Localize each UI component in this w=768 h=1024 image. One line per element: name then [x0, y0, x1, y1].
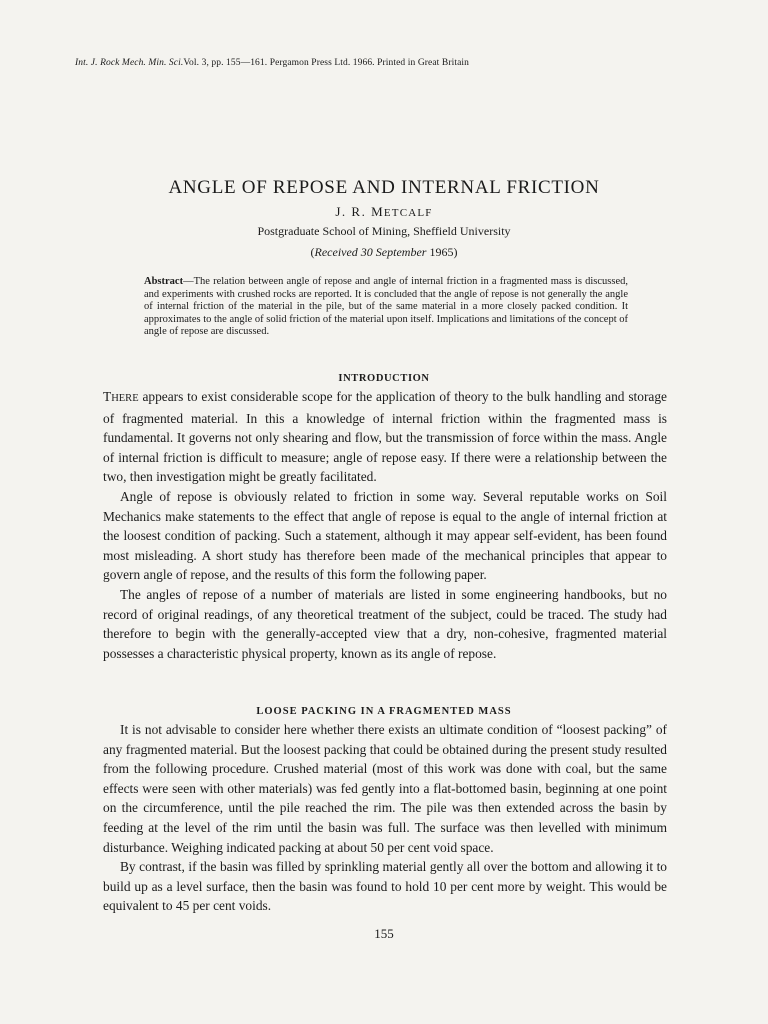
- author-affiliation: Postgraduate School of Mining, Sheffield University: [257, 224, 511, 238]
- paragraph: The angles of repose of a number of materials are listed in some engineering handbooks, but no record of original readings, of any theoretical treatment of the subject, could be traced. The study had therefore to begin with the generally-accepted view that a dry, non-cohesive, fragmented material possesses a characteristic physical property, known as its angle of repose.: [103, 586, 667, 661]
- abstract-text: —The relation between angle of repose and angle of internal friction in a fragmented mass is discussed, and experiments with crushed rocks are reported. It is concluded that the angle of repose is not generally the angle of internal friction of the material in the pile, but of the same material in a more closely packed condition. It approximates to the angle of solid friction of the material upon itself. Implications and limitations of the concept of angle of repose are discussed.: [144, 276, 628, 337]
- paragraph: By contrast, if the basin was filled by sprinkling material gently all over the bottom and allowing it to build up as a level surface, then the basin was found to hold 10 per cent more by weight. This would be equivalent to 45 per cent voids.: [103, 859, 667, 914]
- paragraph: It is not advisable to consider here whether there exists an ultimate condition of “loosest packing” of any fragmented material. But the loosest packing that could be obtained during the present study resulted from the following procedure. Crushed material (most of this work was done with coal, but the same effects were seen with other materials) was fed gently into a flat-bottomed basin, beginning at one point on the circumference, until the pile reached the rim. The pile was then extended across the basin by feeding at the level of the rim until the basin was full. The surface was then levelled with minimum disturbance. Weighing indicated packing at about 50 per cent void space.: [103, 722, 667, 855]
- received-open: (: [310, 245, 315, 259]
- paragraph: Angle of repose is obviously related to friction in some way. Several reputable works on Soil Mechanics make statements to the effect that angle of repose is equal to the angle of internal friction at the loosest condition of packing. Such a statement, although it may appear self-evident, has been found most misleading. A short study has therefore been made of the mechanical principles that appear to govern angle of repose, and the results of this form the following paper.: [103, 488, 667, 583]
- received-text: Received 30 September: [314, 245, 427, 259]
- page-number: 155: [374, 926, 394, 941]
- received-date: [0, 245, 768, 260]
- journal-reference: [75, 58, 715, 68]
- section-heading-introduction: INTRODUCTION: [338, 373, 430, 384]
- abstract-label: Abstract: [144, 276, 184, 287]
- journal-details: Vol. 3, pp. 155—161. Pergamon Press Ltd. 1966. Printed in Great Britain: [183, 58, 469, 68]
- author-surname: [371, 204, 433, 219]
- section-heading-loose-packing: LOOSE PACKING IN A FRAGMENTED MASS: [256, 706, 512, 717]
- author-line: [0, 204, 768, 220]
- lead-word: THERE: [103, 389, 139, 404]
- paragraph-text: appears to exist considerable scope for the application of theory to the bulk handling and storage of fragmented material. In this a knowledge of internal friction within the fragmented mass is fundamental. It governs not only shearing and flow, but the transmission of force within the mass. Angle of internal friction is difficult to measure; angle of repose easy. If there were a relationship between the two, then investigation might be greatly facilitated.: [103, 389, 667, 485]
- section-body-loose-packing: [103, 720, 667, 916]
- journal-name: Int. J. Rock Mech. Min. Sci.: [75, 58, 184, 68]
- received-year: 1965): [426, 245, 458, 259]
- paper-title: ANGLE OF REPOSE AND INTERNAL FRICTION: [168, 177, 600, 198]
- author-surname-initial: M: [371, 204, 384, 219]
- section-body-introduction: [103, 387, 667, 663]
- paragraph: [103, 387, 667, 487]
- author-surname-rest: ETCALF: [383, 207, 433, 219]
- author-initials: J. R.: [335, 204, 367, 219]
- abstract: [144, 276, 628, 339]
